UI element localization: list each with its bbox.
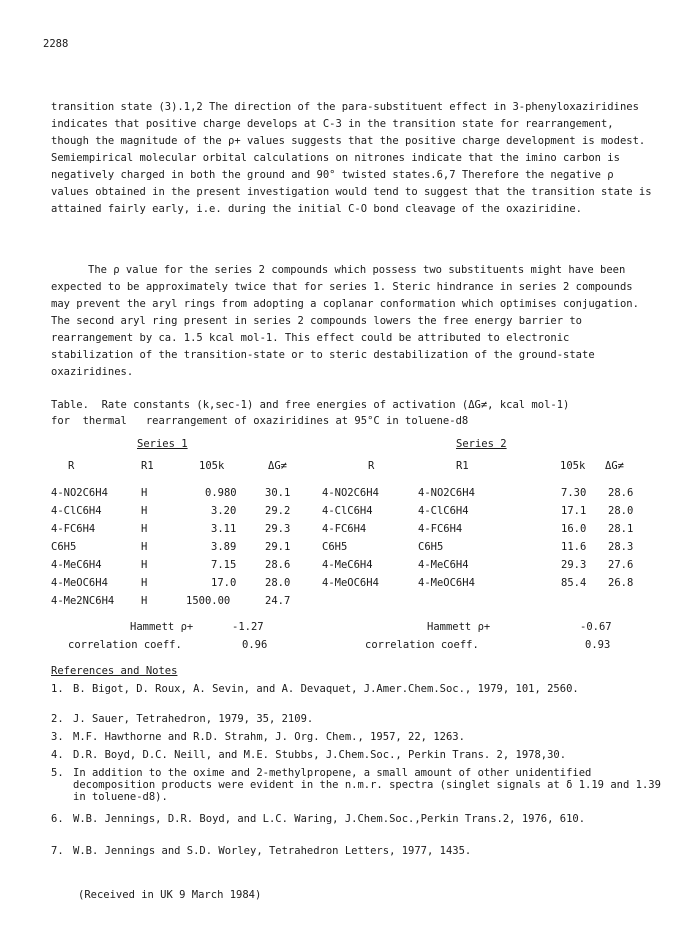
s2-row-5-r1: 4-MeC6H4: [418, 559, 469, 571]
body-paragraph-1: transition state (3).1,2 The direction of the para-substituent effect in 3-phenyloxaziridines indicates that positive charge develops at C-3 in the transition state for rearrangement, though the magnitude of the ρ+ values suggests that the positive charge development is modest. Semiempirical molecular orbital calculations on nitrones indicate that the imino carbon is negatively charged in both the ground and 90° twisted states.6,7 Therefore the negative ρ values obtained in the present investigation would tend to suggest that the transition state is attained fairly early, i.e. during the initial C-O bond cleavage of the oxaziridine.: [51, 101, 652, 215]
s1-row-6-k: 17.0: [211, 577, 237, 589]
s1-row-4-r: C6H5: [51, 541, 77, 553]
s1-row-3-dg: 29.3: [265, 523, 291, 535]
s2-row-5-dg: 27.6: [608, 559, 634, 571]
s1-row-5-dg: 28.6: [265, 559, 291, 571]
s1-row-1-r: 4-NO2C6H4: [51, 487, 108, 499]
s1-row-7-r1: H: [141, 595, 148, 607]
s1-row-2-dg: 29.2: [265, 505, 291, 517]
s2-header-dg: ΔG≠: [605, 460, 624, 472]
body-paragraph-2: The ρ value for the series 2 compounds which possess two substituents might have been expected to be approximately twice that for series 1. Steric hindrance in series 2 compounds may prevent the aryl rings from adopting a coplanar conformation which optimises conjugation. The second aryl ring present in series 2 compounds lowers the free energy barrier to rearrangement by ca. 1.5 kcal mol-1. This effect could be attributed to electronic stabilization of the transition-state or to steric destabilization of the ground-state oxaziridines.: [51, 264, 639, 378]
s1-row-7-r: 4-Me2NC6H4: [51, 595, 115, 607]
s2-corr-value: 0.93: [585, 639, 611, 651]
s1-row-7-dg: 24.7: [265, 595, 291, 607]
reference-number: 2.: [51, 713, 64, 725]
s1-row-2-r: 4-ClC6H4: [51, 505, 102, 517]
s2-row-4-dg: 28.3: [608, 541, 634, 553]
s2-row-6-r: 4-MeOC6H4: [322, 577, 379, 589]
s2-row-6-dg: 26.8: [608, 577, 634, 589]
s2-row-4-r: C6H5: [322, 541, 348, 553]
s1-row-6-r1: H: [141, 577, 148, 589]
s1-header-r1: R1: [141, 460, 154, 472]
s1-row-4-dg: 29.1: [265, 541, 291, 553]
reference-number: 4.: [51, 749, 64, 761]
s1-row-2-k: 3.20: [211, 505, 237, 517]
table-caption-line-1: Table. Rate constants (k,sec-1) and free energies of activation (ΔG≠, kcal mol-1): [51, 399, 570, 411]
s1-row-6-r: 4-MeOC6H4: [51, 577, 108, 589]
s1-row-7-k: 1500.00: [186, 595, 231, 607]
table-caption-line-2: for thermal rearrangement of oxaziridines at 95°C in toluene-d8: [51, 415, 469, 427]
s2-row-4-k: 11.6: [561, 541, 587, 553]
s2-row-2-r1: 4-ClC6H4: [418, 505, 469, 517]
reference-number: 6.: [51, 813, 64, 825]
s1-row-1-r1: H: [141, 487, 148, 499]
s1-row-4-k: 3.89: [211, 541, 237, 553]
reference-text: J. Sauer, Tetrahedron, 1979, 35, 2109.: [73, 713, 314, 725]
s1-row-1-k: 0.980: [205, 487, 237, 499]
s2-header-r1: R1: [456, 460, 469, 472]
reference-text: M.F. Hawthorne and R.D. Strahm, J. Org. Chem., 1957, 22, 1263.: [73, 731, 465, 743]
s2-row-3-r: 4-FC6H4: [322, 523, 367, 535]
s2-corr-label: correlation coeff.: [365, 639, 479, 651]
s2-row-2-dg: 28.0: [608, 505, 634, 517]
reference-number: 1.: [51, 683, 64, 695]
s1-corr-label: correlation coeff.: [68, 639, 182, 651]
s1-row-3-r1: H: [141, 523, 148, 535]
s1-row-6-dg: 28.0: [265, 577, 291, 589]
s2-row-4-r1: C6H5: [418, 541, 444, 553]
s2-row-2-k: 17.1: [561, 505, 587, 517]
s2-row-3-k: 16.0: [561, 523, 587, 535]
s1-row-5-r: 4-MeC6H4: [51, 559, 102, 571]
s2-row-3-dg: 28.1: [608, 523, 634, 535]
reference-number: 3.: [51, 731, 64, 743]
reference-number: 7.: [51, 845, 64, 857]
s2-row-5-k: 29.3: [561, 559, 587, 571]
s1-corr-value: 0.96: [242, 639, 268, 651]
s2-row-5-r: 4-MeC6H4: [322, 559, 373, 571]
series-2-title: Series 2: [456, 438, 507, 450]
s1-hammett-value: -1.27: [232, 621, 264, 633]
reference-text: W.B. Jennings, D.R. Boyd, and L.C. Waring, J.Chem.Soc.,Perkin Trans.2, 1976, 610.: [73, 813, 586, 825]
reference-text: D.R. Boyd, D.C. Neill, and M.E. Stubbs, J.Chem.Soc., Perkin Trans. 2, 1978,30.: [73, 749, 567, 761]
reference-text: B. Bigot, D. Roux, A. Sevin, and A. Devaquet, J.Amer.Chem.Soc., 1979, 101, 2560.: [73, 683, 579, 695]
s2-row-2-r: 4-ClC6H4: [322, 505, 373, 517]
s2-row-1-k: 7.30: [561, 487, 587, 499]
s1-row-4-r1: H: [141, 541, 148, 553]
received-date: (Received in UK 9 March 1984): [78, 889, 262, 901]
reference-text: In addition to the oxime and 2-methylpropene, a small amount of other unidentified decomposition products were evident in the n.m.r. spectra (singlet signals at δ 1.19 and 1.39 in toluene-d8).: [73, 767, 661, 803]
s1-header-k: 105k: [199, 460, 225, 472]
s2-row-6-k: 85.4: [561, 577, 587, 589]
s1-header-dg: ΔG≠: [268, 460, 287, 472]
table-caption: [51, 397, 671, 429]
s1-row-5-k: 7.15: [211, 559, 237, 571]
s2-header-k: 105k: [560, 460, 586, 472]
s2-row-3-r1: 4-FC6H4: [418, 523, 463, 535]
s2-row-1-r1: 4-NO2C6H4: [418, 487, 475, 499]
s1-row-1-dg: 30.1: [265, 487, 291, 499]
s1-row-2-r1: H: [141, 505, 148, 517]
s1-row-5-r1: H: [141, 559, 148, 571]
s2-row-1-r: 4-NO2C6H4: [322, 487, 379, 499]
s2-hammett-label: Hammett ρ+: [427, 621, 491, 633]
references-heading: References and Notes: [51, 665, 178, 677]
s1-row-3-k: 3.11: [211, 523, 237, 535]
s1-row-3-r: 4-FC6H4: [51, 523, 96, 535]
page-number: 2288: [43, 38, 69, 50]
reference-text: W.B. Jennings and S.D. Worley, Tetrahedron Letters, 1977, 1435.: [73, 845, 472, 857]
s1-header-r: R: [68, 460, 75, 472]
s2-row-6-r1: 4-MeOC6H4: [418, 577, 475, 589]
s2-row-1-dg: 28.6: [608, 487, 634, 499]
s1-hammett-label: Hammett ρ+: [130, 621, 194, 633]
series-1-title: Series 1: [137, 438, 188, 450]
s2-header-r: R: [368, 460, 375, 472]
s2-hammett-value: -0.67: [580, 621, 612, 633]
reference-number: 5.: [51, 767, 64, 779]
